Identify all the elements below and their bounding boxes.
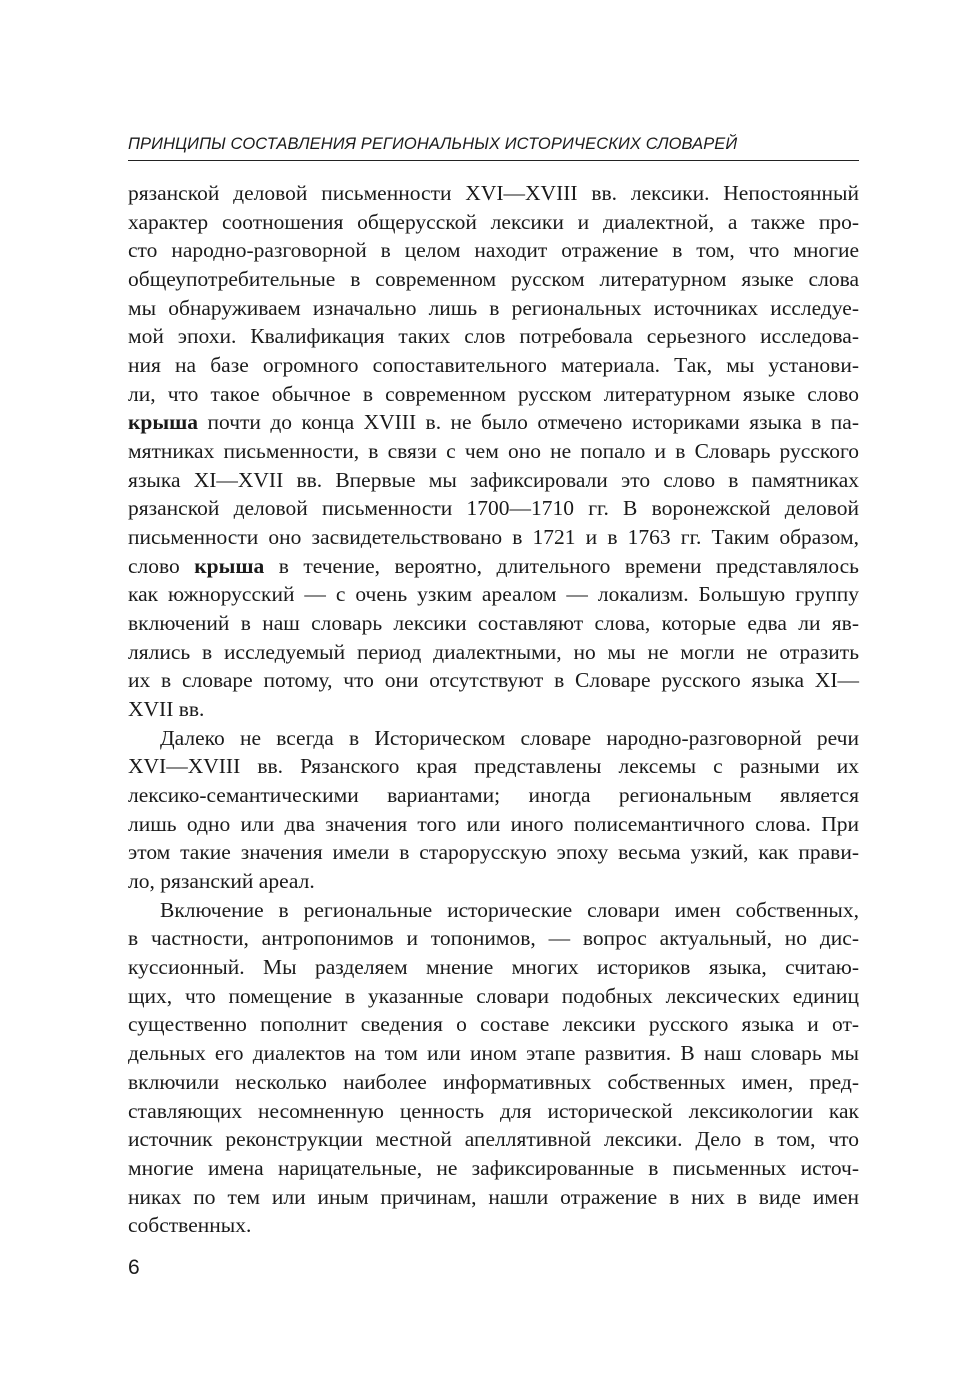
text-line: сто народно-разговорной в целом находит отражение в том, что многие	[128, 238, 859, 263]
paragraph	[128, 179, 859, 724]
text-line: куссионный. Мы разделяем мнение многих историков языка, считаю-	[128, 955, 859, 980]
text-line: ния на базе огромного сопоставительного материала. Так, мы установи-	[128, 353, 859, 378]
text-line: письменности оно засвидетельствовано в 1721 и в 1763 гг. Таким образом,	[128, 525, 859, 550]
page-number: 6	[128, 1256, 140, 1279]
text-line: XVII вв.	[128, 697, 205, 722]
running-header: ПРИНЦИПЫ СОСТАВЛЕНИЯ РЕГИОНАЛЬНЫХ ИСТОРИЧЕСКИХ СЛОВАРЕЙ	[128, 135, 738, 153]
text-line: собственных.	[128, 1213, 252, 1238]
text-line: языка XI—XVII вв. Впервые мы зафиксировали это слово в памятниках	[128, 467, 859, 492]
text-line: их в словаре потому, что они отсутствуют в Словаре русского языка XI—	[128, 668, 859, 693]
text-line: XVI—XVIII вв. Рязанского края представлены лексемы с разными их	[128, 754, 859, 779]
text-line: рязанской деловой письменности XVI—XVIII вв. лексики. Непостоянный	[128, 181, 859, 205]
text-line: мой эпохи. Квалификация таких слов потребовала серьезного исследова-	[128, 324, 859, 349]
text-line: ло, рязанский ареал.	[128, 869, 315, 894]
text-line: лексико-семантическими вариантами; иногда региональным является	[128, 783, 859, 808]
paragraph	[128, 724, 859, 896]
text-line: дельных его диалектов на том или ином этапе развития. В наш словарь мы	[128, 1041, 859, 1066]
text-line: щих, что помещение в указанные словари подобных лексических единиц	[128, 983, 859, 1008]
text-line: никах по тем или иным причинам, нашли отражение в них в виде имен	[128, 1184, 859, 1209]
text-line: в частности, антропонимов и топонимов, — вопрос актуальный, но дис-	[128, 926, 859, 951]
bold-term: крыша	[128, 410, 199, 435]
text-line: многие имена нарицательные, не зафиксированные в письменных источ-	[128, 1155, 859, 1180]
text-line: существенно пополнит сведения о составе лексики русского языка и от-	[128, 1012, 859, 1037]
paragraph	[128, 896, 859, 1240]
text-line: ли, что такое обычное в современном русском литературном языке слово	[128, 381, 859, 406]
text-line: характер соотношения общерусской лексики и диалектной, а также про-	[128, 209, 859, 234]
text-line: крыша почти до конца XVIII в. не было отмечено историками языка в па-	[128, 410, 859, 435]
text-line: лялись в исследуемый период диалектными, но мы не могли не отразить	[128, 639, 859, 664]
header-rule	[128, 160, 859, 161]
text-line: рязанской деловой письменности 1700—1710 гг. В воронежской деловой	[128, 496, 859, 521]
text-line: ставляющих несомненную ценность для исторической лексикологии как	[128, 1098, 859, 1123]
bold-term: крыша	[194, 553, 265, 578]
text-line: общеупотребительные в современном русском литературном языке слова	[128, 267, 859, 292]
body-text	[128, 179, 859, 1240]
text-line: мятниках письменности, в связи с чем оно не попало и в Словарь русского	[128, 439, 859, 464]
text-line: лишь одно или два значения того или иного полисемантичного слова. При	[128, 811, 859, 836]
text-line: этом такие значения имели в старорусскую эпоху весьма узкий, как прави-	[128, 840, 859, 865]
text-line: слово крыша в течение, вероятно, длительного времени представлялось	[128, 553, 859, 578]
text-line: мы обнаруживаем изначально лишь в региональных источниках исследуе-	[128, 295, 859, 320]
text-line: включений в наш словарь лексики составляют слова, которые едва ли яв-	[128, 611, 859, 636]
text-line: включили несколько наиболее информативных собственных имен, пред-	[128, 1069, 859, 1094]
text-line: Включение в региональные исторические словари имен собственных,	[160, 897, 859, 922]
text-line: источник реконструкции местной апеллятивной лексики. Дело в том, что	[128, 1127, 859, 1152]
text-line: Далеко не всегда в Историческом словаре народно-разговорной речи	[160, 725, 859, 750]
text-line: как южнорусский — с очень узким ареалом — локализм. Большую группу	[128, 582, 859, 607]
